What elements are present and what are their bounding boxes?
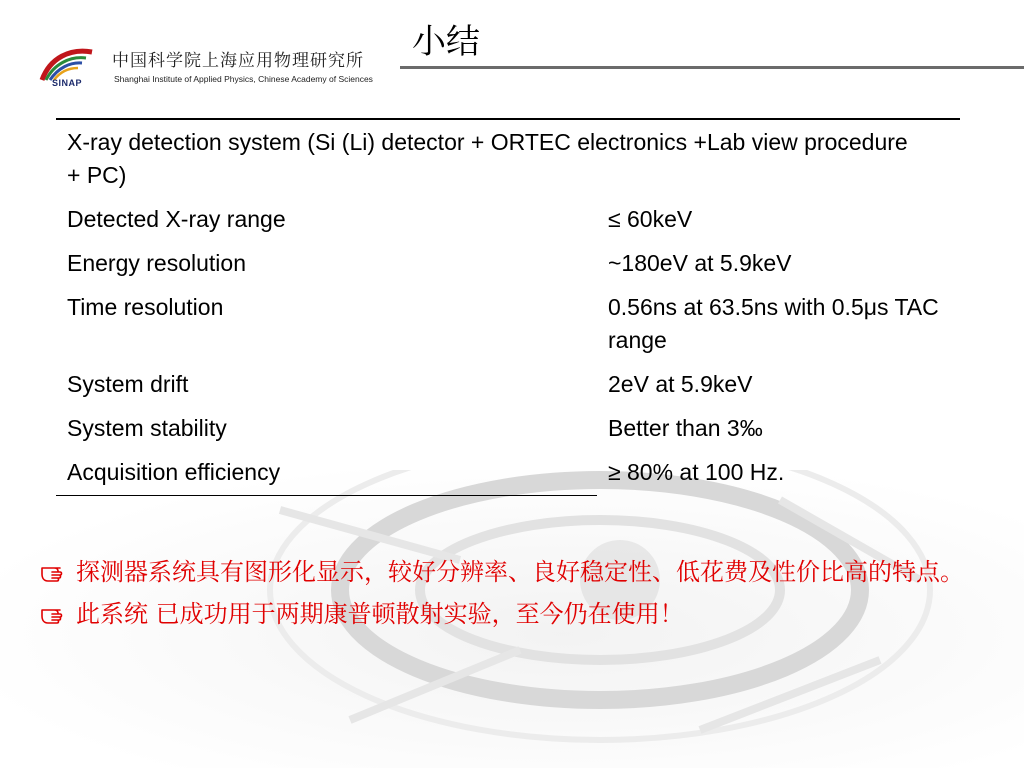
row-label: Time resolution [67, 294, 224, 320]
list-item [40, 554, 970, 590]
row-label: System stability [67, 415, 227, 441]
row-value: ≥ 80% at 100 Hz. [608, 459, 785, 485]
table-row [56, 412, 960, 456]
slide-title: 小结 [412, 22, 480, 62]
system-description: X-ray detection system (Si (Li) detector + ORTEC electronics +Lab view procedure + PC) [67, 129, 908, 188]
pointing-hand-icon [40, 596, 74, 632]
table-top-rule [56, 118, 960, 120]
institute-name-en: Shanghai Institute of Applied Physics, Chinese Academy of Sciences [114, 74, 373, 84]
table-row [56, 456, 960, 496]
row-label: Energy resolution [67, 250, 246, 276]
row-label: System drift [67, 371, 189, 397]
table-row [56, 368, 960, 412]
table-row [56, 291, 960, 368]
table-row [56, 203, 960, 247]
institute-name-cn: 中国科学院上海应用物理研究所 [112, 51, 364, 71]
row-label: Acquisition efficiency [56, 456, 597, 496]
table-row [56, 126, 960, 203]
row-value: ~180eV at 5.9keV [608, 250, 792, 276]
row-value: ≤ 60keV [608, 206, 693, 232]
pointing-hand-icon [40, 554, 74, 590]
logo-text: SINAP [52, 78, 83, 88]
row-label: Detected X-ray range [67, 206, 286, 232]
table-row [56, 247, 960, 291]
bullet-text: 此系统 已成功用于两期康普顿散射实验，至今仍在使用！ [76, 600, 684, 628]
bullet-text: 探测器系统具有图形化显示，较好分辨率、良好稳定性、低花费及性价比高的特点。 [76, 558, 964, 586]
spec-table [56, 126, 960, 496]
slide-header [0, 0, 1024, 110]
list-item [40, 596, 970, 632]
row-value: Better than 3‰ [608, 415, 763, 441]
header-rule [400, 66, 1024, 69]
summary-bullets [40, 554, 970, 638]
row-value: 2eV at 5.9keV [608, 371, 753, 397]
row-value: 0.56ns at 63.5ns with 0.5μs TAC range [608, 294, 939, 353]
